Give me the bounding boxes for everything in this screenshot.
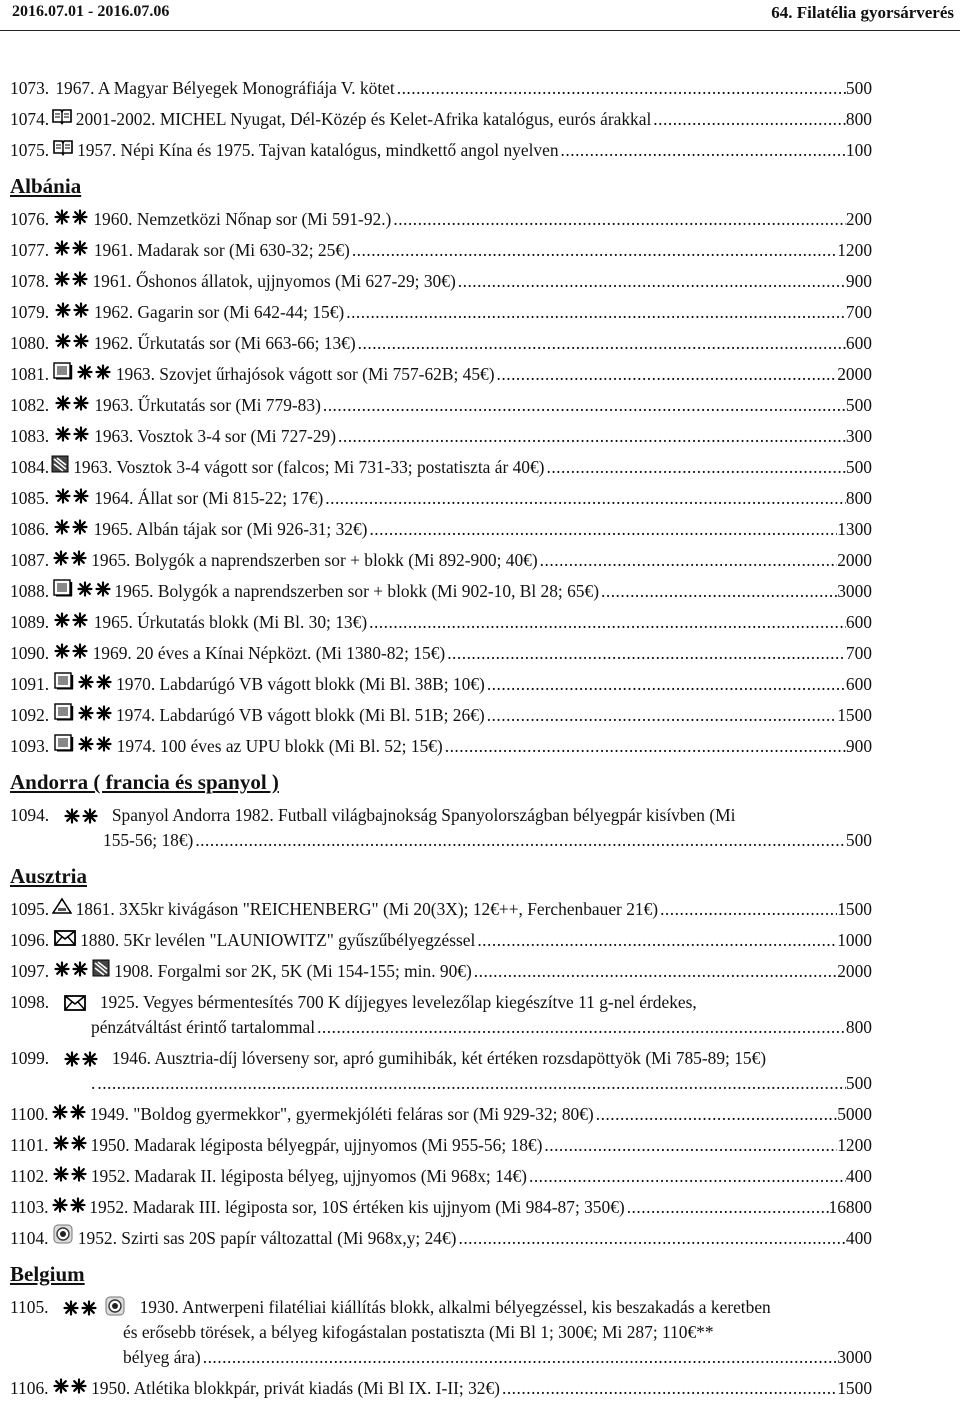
lot-1080: 1080. 1962. Űrkutatás sor (Mi 663-66; 13€) ..... 600: [10, 328, 872, 359]
lot-1086: 1086. 1965. Albán tájak sor (Mi 926-31; 32€) ..... 1300: [10, 514, 872, 545]
cancelled-stamp-icon: [92, 959, 110, 977]
mint-icon: [78, 736, 112, 752]
price: 2000: [837, 364, 872, 384]
price: 3000: [837, 581, 872, 601]
section-belgium: Belgium: [10, 1262, 85, 1286]
mint-icon: [63, 1300, 97, 1316]
block-square-icon: [54, 670, 74, 690]
lot-1104: 1104. 1952. Szirti sas 20S papír változattal (Mi 968x,y; 24€) ..... 400: [10, 1223, 872, 1254]
mint-icon: [55, 426, 89, 442]
price: 1300: [837, 519, 872, 539]
price: 600: [845, 612, 872, 632]
price: 400: [845, 1228, 872, 1248]
lot-1084: 1084. 1963. Vosztok 3-4 vágott sor (falcos; Mi 731-33; postatiszta ár 40€) ..... 500: [10, 452, 872, 483]
block-square-icon: [53, 360, 73, 380]
price: 2000: [837, 550, 872, 570]
price: 400: [845, 1166, 872, 1186]
lot-1099: 1099. 1946. Ausztria-díj lóverseny sor, apró gumihibák, két értéken rozsdapöttyök (Mi 785-89; 15€) . ..... 500: [10, 1043, 872, 1099]
price: 200: [845, 209, 872, 229]
mint-icon: [77, 364, 111, 380]
mint-icon: [52, 1104, 86, 1120]
lot-1093: 1093. 1974. 100 éves az UPU blokk (Mi Bl. 52; 15€) ..... 900: [10, 731, 872, 762]
page-header: [0, 0, 960, 31]
lot-1078: 1078. 1961. Őshonos állatok, ujjnyomos (Mi 627-29; 30€) ..... 900: [10, 266, 872, 297]
mint-icon: [53, 1378, 87, 1394]
lot-1085: 1085. 1964. Állat sor (Mi 815-22; 17€) ..... 800: [10, 483, 872, 514]
price: 2000: [837, 961, 872, 981]
price: 800: [845, 109, 872, 129]
mint-icon: [78, 674, 112, 690]
price: 500: [845, 1073, 872, 1093]
lot-1089: 1089. 1965. Úrkutatás blokk (Mi Bl. 30; 13€) ..... 600: [10, 607, 872, 638]
mint-icon: [54, 612, 88, 628]
lot-1073: 1073. 1967. A Magyar Bélyegek Monográfiája V. kötet ..... 500: [10, 73, 872, 104]
mint-icon: [53, 1135, 87, 1151]
lot-1079: 1079. 1962. Gagarin sor (Mi 642-44; 15€) ..... 700: [10, 297, 872, 328]
lot-1100: 1100. 1949. "Boldog gyermekkor", gyermekjóléti feláras sor (Mi 929-32; 80€) ..... 5000: [10, 1099, 872, 1130]
mint-icon: [55, 488, 89, 504]
mint-icon: [55, 395, 89, 411]
block-square-icon: [54, 732, 74, 752]
price: 1200: [837, 1135, 872, 1155]
price: 600: [845, 674, 872, 694]
circle-postmark-icon: [53, 1224, 73, 1244]
section-ausztria: Ausztria: [10, 864, 87, 888]
lot-1087: 1087. 1965. Bolygók a naprendszerben sor + blokk (Mi 892-900; 40€) ..... 2000: [10, 545, 872, 576]
lot-1095: 1095. 1861. 3X5kr kivágáson "REICHENBERG" (Mi 20(3X); 12€++, Ferchenbauer 21€) ..... 1500: [10, 894, 872, 925]
lot-1082: 1082. 1963. Űrkutatás sor (Mi 779-83) ..... 500: [10, 390, 872, 421]
lot-1090: 1090. 1969. 20 éves a Kínai Népközt. (Mi 1380-82; 15€) ..... 700: [10, 638, 872, 669]
lot-1105: 1105. 1930. Antwerpeni filatéliai kiállítás blokk, alkalmi bélyegzéssel, kis beszakadás a keretben és erősebb törések, a bélyeg kifogástalan postatiszta (Mi Bl 1; 300€; Mi 287; 110€** bélyeg ára) ..... 3000: [10, 1292, 872, 1373]
lot-1074: 1074. 2001-2002. MICHEL Nyugat, Dél-Közép és Kelet-Afrika katalógus, eurós árakkal ..... 800: [10, 104, 872, 135]
price: 16800: [828, 1197, 872, 1217]
price: 500: [845, 395, 872, 415]
price: 300: [845, 426, 873, 446]
mint-icon: [78, 705, 112, 721]
mint-icon: [54, 519, 88, 535]
open-book-icon: [52, 107, 72, 125]
price: 1500: [837, 1378, 873, 1398]
lot-1075: 1075. 1957. Népi Kína és 1975. Tajvan katalógus, mindkettő angol nyelven ..... 100: [10, 135, 872, 166]
block-square-icon: [54, 701, 74, 721]
mint-icon: [55, 333, 89, 349]
price: 800: [845, 1017, 872, 1037]
lot-1083: 1083. 1963. Vosztok 3-4 sor (Mi 727-29) ..... 300: [10, 421, 872, 452]
price: 500: [845, 78, 873, 98]
lot-1092: 1092. 1974. Labdarúgó VB vágott blokk (Mi Bl. 51B; 26€) ..... 1500: [10, 700, 872, 731]
mint-icon: [54, 961, 88, 977]
mint-icon: [64, 1051, 98, 1067]
price: 1000: [837, 930, 872, 950]
mint-icon: [54, 240, 88, 256]
header-dates: 2016.07.01 - 2016.07.06: [12, 3, 170, 20]
envelope-icon: [64, 995, 86, 1011]
lot-1103: 1103. 1952. Madarak III. légiposta sor, 10S értéken kis ujjnyom (Mi 984-87; 350€) ..... 16800: [10, 1192, 872, 1223]
mint-icon: [53, 550, 87, 566]
price: 800: [845, 488, 872, 508]
block-square-icon: [53, 577, 73, 597]
lot-1102: 1102. 1952. Madarak II. légiposta bélyeg, ujjnyomos (Mi 968x; 14€) ..... 400: [10, 1161, 872, 1192]
price: 900: [845, 736, 873, 756]
price: 100: [845, 140, 873, 160]
lot-1096: 1096. 1880. 5Kr levélen "LAUNIOWITZ" gyűszűbélyegzéssel ..... 1000: [10, 925, 872, 956]
price: 1500: [837, 705, 872, 725]
lot-list: [10, 73, 872, 1404]
price: 900: [845, 271, 872, 291]
lot-1106: 1106. 1950. Atlétika blokkpár, privát kiadás (Mi Bl IX. I-II; 32€) ..... 1500: [10, 1373, 872, 1404]
cancelled-stamp-icon: [51, 455, 69, 473]
mint-icon: [54, 271, 88, 287]
lot-1081: 1081. 1963. Szovjet űrhajósok vágott sor (Mi 757-62B; 45€) ..... 2000: [10, 359, 872, 390]
section-andorra: Andorra ( francia és spanyol ): [10, 770, 279, 794]
price: 500: [845, 830, 872, 850]
envelope-icon: [54, 930, 76, 946]
lot-1077: 1077. 1961. Madarak sor (Mi 630-32; 25€) ..... 1200: [10, 235, 872, 266]
mint-icon: [77, 581, 111, 597]
mint-icon: [54, 209, 88, 225]
mint-icon: [64, 808, 98, 824]
lot-1094: 1094. Spanyol Andorra 1982. Futball világbajnokság Spanyolországban bélyegpár kisívben (Mi 155-56; 18€) ..... 500: [10, 800, 872, 856]
price: 600: [845, 333, 872, 353]
price: 3000: [837, 1347, 872, 1367]
lot-1076: 1076. 1960. Nemzetközi Nőnap sor (Mi 591-92.) ..... 200: [10, 204, 872, 235]
circle-postmark-icon: [105, 1296, 125, 1316]
header-title: 64. Filatélia gyorsárverés: [771, 3, 954, 22]
open-book-icon: [53, 138, 73, 156]
price: 5000: [837, 1104, 872, 1124]
price: 500: [845, 457, 872, 477]
lot-1097: 1097. 1908. Forgalmi sor 2K, 5K (Mi 154-155; min. 90€) ..... 2000: [10, 956, 872, 987]
mint-icon: [52, 1197, 86, 1213]
price: 1200: [837, 240, 873, 260]
price: 700: [845, 302, 872, 322]
section-albania: Albánia: [10, 174, 82, 198]
mint-icon: [53, 1166, 87, 1182]
lot-1091: 1091. 1970. Labdarúgó VB vágott blokk (Mi Bl. 38B; 10€) ..... 600: [10, 669, 872, 700]
price: 1500: [837, 899, 872, 919]
lot-1088: 1088. 1965. Bolygók a naprendszerben sor + blokk (Mi 902-10, Bl 28; 65€) ..... 3000: [10, 576, 872, 607]
price: 700: [845, 643, 872, 663]
triangle-hinged-icon: [52, 897, 72, 915]
lot-1098: 1098. 1925. Vegyes bérmentesítés 700 K díjjegyes levelezőlap kiegészítve 11 g-nel érdekes, pénzátváltást érintő tartalommal ..... 800: [10, 987, 872, 1043]
mint-icon: [54, 643, 88, 659]
lot-1101: 1101. 1950. Madarak légiposta bélyegpár, ujjnyomos (Mi 955-56; 18€) ..... 1200: [10, 1130, 872, 1161]
mint-icon: [55, 302, 89, 318]
